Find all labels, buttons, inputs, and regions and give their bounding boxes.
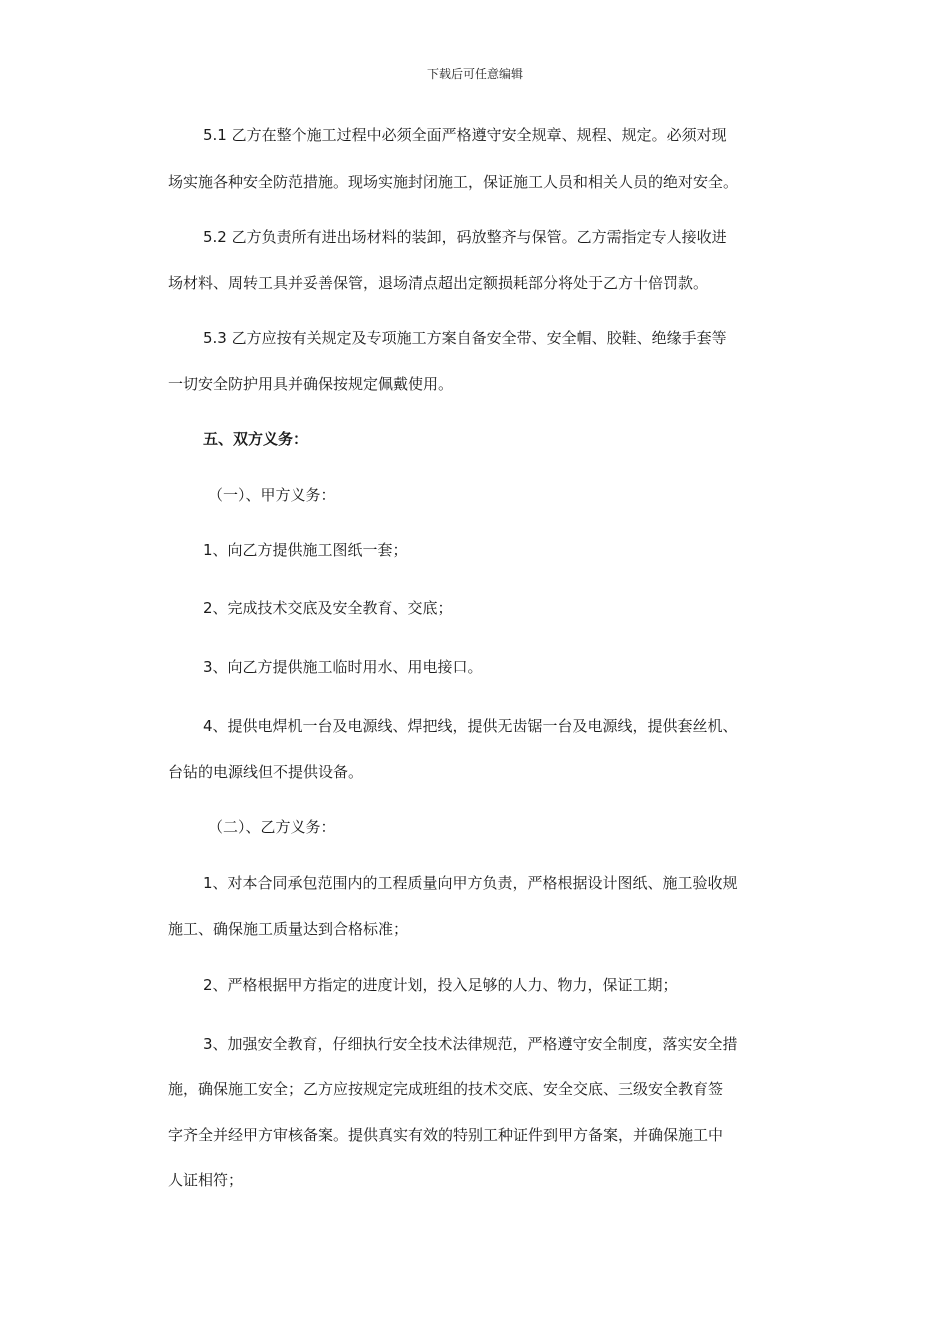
subsection-party-b-obligations: （二）、乙方义务： [208,818,336,836]
party-a-item-1: 1、向乙方提供施工图纸一套； [203,541,408,559]
party-a-item-3: 3、向乙方提供施工临时用水、用电接口。 [203,658,483,676]
page-header: 下载后可任意编辑 [426,67,523,81]
party-b-item-3-line-1: 3、加强安全教育，仔细执行安全技术法律规范，严格遵守安全制度，落实安全措 [203,1035,738,1053]
clause-5-3-line-2: 一切安全防护用具并确保按规定佩戴使用。 [168,375,454,393]
party-b-item-3-line-3: 字齐全并经甲方审核备案。提供真实有效的特别工种证件到甲方备案，并确保施工中 [168,1126,724,1144]
clause-5-1-line-1: 5.1 乙方在整个施工过程中必须全面严格遵守安全规章、规程、规定。必须对现 [203,126,727,144]
party-a-item-4-line-2: 台钻的电源线但不提供设备。 [168,763,364,781]
party-a-item-4-line-1: 4、提供电焊机一台及电源线、焊把线，提供无齿锯一台及电源线，提供套丝机、 [203,717,738,735]
clause-5-2-line-2: 场材料、周转工具并妥善保管，退场清点超出定额损耗部分将处于乙方十倍罚款。 [168,274,709,292]
clause-5-1-line-2: 场实施各种安全防范措施。现场实施封闭施工，保证施工人员和相关人员的绝对安全。 [168,173,739,191]
party-b-item-3-line-4: 人证相符； [168,1171,244,1189]
clause-5-3-line-1: 5.3 乙方应按有关规定及专项施工方案自备安全带、安全帽、胶鞋、绝缘手套等 [203,329,727,347]
clause-5-2-line-1: 5.2 乙方负责所有进出场材料的装卸，码放整齐与保管。乙方需指定专人接收进 [203,228,727,246]
subsection-party-a-obligations: （一）、甲方义务： [208,486,336,504]
party-b-item-1-line-1: 1、对本合同承包范围内的工程质量向甲方负责，严格根据设计图纸、施工验收规 [203,874,738,892]
party-b-item-1-line-2: 施工、确保施工质量达到合格标准； [168,920,409,938]
party-b-item-3-line-2: 施，确保施工安全；乙方应按规定完成班组的技术交底、安全交底、三级安全教育签 [168,1080,724,1098]
party-b-item-2: 2、严格根据甲方指定的进度计划，投入足够的人力、物力，保证工期； [203,976,678,994]
party-a-item-2: 2、完成技术交底及安全教育、交底； [203,599,453,617]
section-heading-mutual-obligations: 五、双方义务： [203,430,309,448]
